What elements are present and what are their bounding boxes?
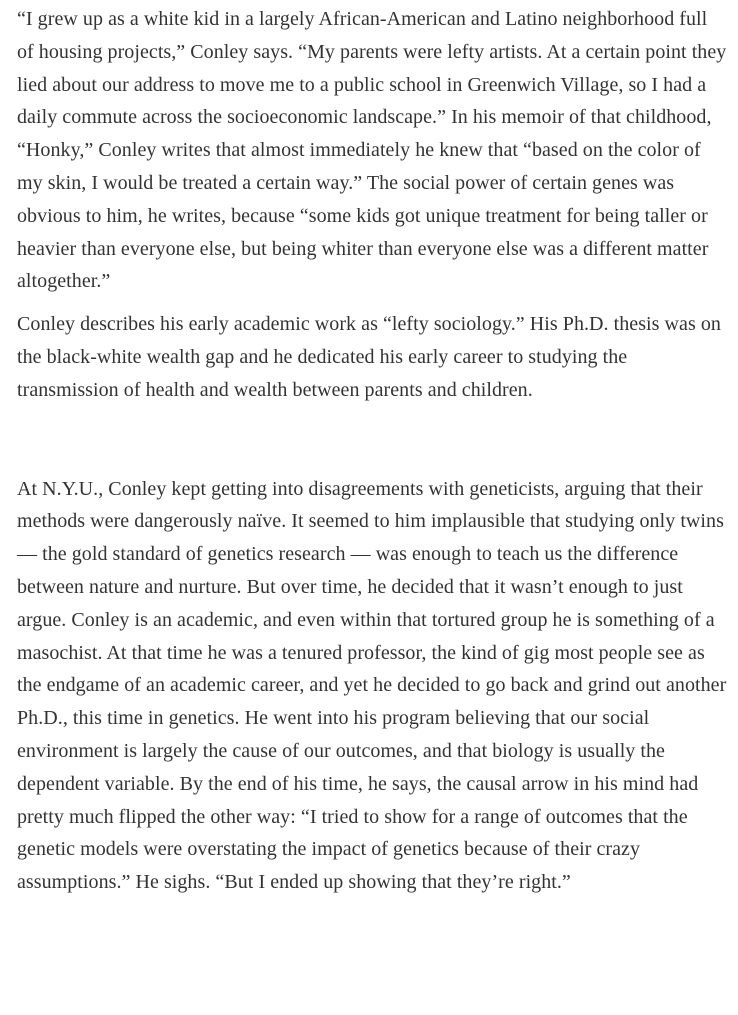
article-body xyxy=(17,0,729,899)
paragraph-nyu: At N.Y.U., Conley kept getting into disagreements with geneticists, arguing that their methods were dangerously naïve. It seemed to him implausible that studying only twins — the gold standard of genetics research — was enough to teach us the difference between nature and nurture. But over time, he decided that it wasn’t enough to just argue. Conley is an academic, and even within that tortured group he is something of a masochist. At that time he was a tenured professor, the kind of gig most people see as the endgame of an academic career, and yet he decided to go back and grind out another Ph.D., this time in genetics. He went into his program believing that our social environment is largely the cause of our outcomes, and that biology is usually the dependent variable. By the end of his time, he says, the causal arrow in his mind had pretty much flipped the other way: “I tried to show for a range of outcomes that the genetic models were overstating the impact of genetics because of their crazy assumptions.” He sighs. “But I ended up showing that they’re right.” xyxy=(17,477,727,894)
paragraph-childhood: “I grew up as a white kid in a largely African-American and Latino neighborhood full of housing projects,” Conley says. “My parents were lefty artists. At a certain point they lied about our address to move me to a public school in Greenwich Village, so I had a daily commute across the socioeconomic landscape.” In his memoir of that childhood, “Honky,” Conley writes that almost immediately he knew that “based on the color of my skin, I would be treated a certain way.” The social power of certain genes was obvious to him, he writes, because “some kids got unique treatment for being taller or heavier than everyone else, but being whiter than everyone else was a different matter altogether.” xyxy=(17,8,727,293)
paragraph-early-work: Conley describes his early academic work as “lefty sociology.” His Ph.D. thesis was on the black-white wealth gap and he dedicated his early career to studying the transmission of health and wealth between parents and children. xyxy=(17,313,721,401)
